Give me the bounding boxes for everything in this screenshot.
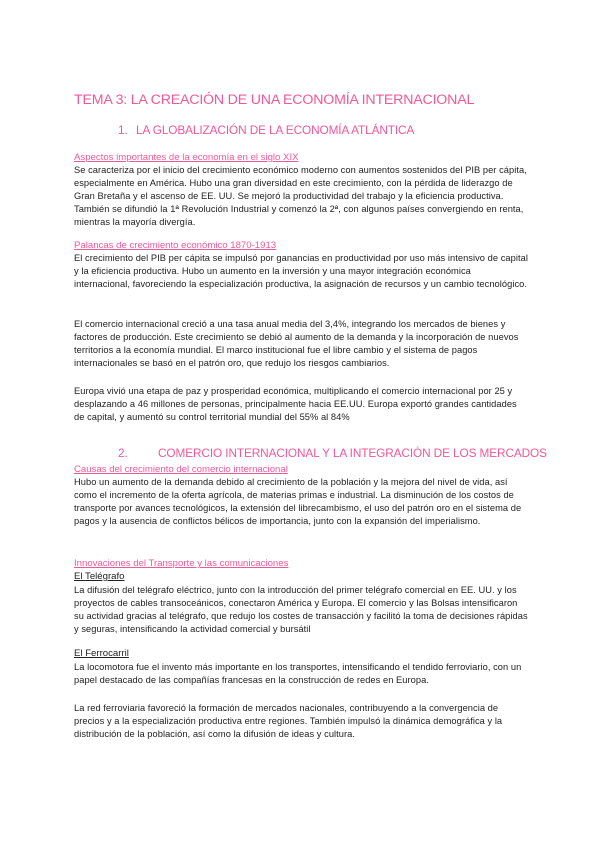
paragraph: La red ferroviaria favoreció la formación de mercados nacionales, contribuyendo a la convergencia de precios y a la especialización productiva entre regiones. También impulsó la dinámica demográfica y la distribución de la población, así como la difusión de ideas y cultura.: [74, 703, 503, 739]
section-title: LA GLOBALIZACIÓN DE LA ECONOMÍA ATLÁNTICA: [136, 123, 415, 137]
subheading-telegrafo: El Telégrafo: [74, 571, 125, 582]
paragraph: La difusión del telégrafo eléctrico, junto con la introducción del primer telégrafo comercial en EE. UU. y los proyectos de cables transoceánicos, conectaron América y Europa. El comercio y las Bolsas intensificaron su actividad gracias al telégrafo, que redujo los costes de transacción y facilitó la toma de decisiones rápidas y seguras, intensificando la actividad comercial y bursátil: [74, 585, 528, 634]
paragraph: El comercio internacional creció a una tasa anual media del 3,4%, integrando los mercados de bienes y factores de producción. Este crecimiento se debió al aumento de la demanda y la incorporación de nuevos territorios a la economía mundial. El marco institucional fue el libre cambio y el sistema de pagos internacionales se basó en el patrón oro, que redujo los riesgos cambiarios.: [74, 319, 519, 368]
section-number: 1.: [118, 123, 128, 137]
section-title: COMERCIO INTERNACIONAL Y LA INTEGRACIÓN DE LOS MERCADOS: [158, 446, 547, 460]
subheading-aspectos: Aspectos importantes de la economía en el siglo XIX: [74, 152, 299, 163]
section-number: 2.: [118, 446, 128, 460]
subheading-causas: Causas del crecimiento del comercio internacional: [74, 464, 288, 475]
subheading-ferrocarril: El Ferrocarril: [74, 648, 129, 659]
section-heading-1: [118, 123, 414, 137]
paragraph: Europa vivió una etapa de paz y prosperidad económica, multiplicando el comercio internacional por 25 y desplazando a 46 millones de personas, principalmente hacia EE.UU. Europa exportó grandes cantidades de capital, y aumentó su control territorial mundial del 55% al 84%: [74, 386, 517, 422]
paragraph: Hubo un aumento de la demanda debido al crecimiento de la población y la mejora del nivel de vida, así como el incremento de la oferta agrícola, de materias primas e industrial. La disminución de los costos de transporte por avances tecnológicos, la extensión del librecambismo, el uso del patrón oro en el sistema de pagos y la ausencia de conflictos bélicos de importancia, junto con la expansión del imperialismo.: [74, 477, 522, 526]
paragraph: Se caracteriza por el inicio del crecimiento económico moderno con aumentos sostenidos del PIB per cápita, especialmente en América. Hubo una gran diversidad en este crecimiento, con la pérdida de liderazgo de Gran Bretaña y el ascenso de EE. UU. Se mejoró la productividad del trabajo y la eficiencia productiva. También se difundió la 1ª Revolución Industrial y comenzó la 2ª, con algunos países convergiendo en renta, mientras la mayoría divergía.: [74, 165, 527, 227]
subheading-innovaciones: Innovaciones del Transporte y las comunicaciones: [74, 558, 289, 569]
document-title: TEMA 3: LA CREACIÓN DE UNA ECONOMÍA INTERNACIONAL: [74, 92, 475, 108]
section-heading-2: [118, 446, 547, 460]
paragraph: El crecimiento del PIB per cápita se impulsó por ganancias en productividad por uso más intensivo de capital y la eficiencia productiva. Hubo un aumento en la inversión y una mayor integración económica internacional, favoreciendo la especialización productiva, la asignación de recursos y un cambio tecnológico.: [74, 253, 528, 289]
paragraph: La locomotora fue el invento más importante en los transportes, intensificando el tendido ferroviario, con un papel destacado de las compañías francesas en la construcción de redes en Europa.: [74, 662, 522, 685]
subheading-palancas: Palancas de crecimiento económico 1870-1913: [74, 240, 277, 251]
